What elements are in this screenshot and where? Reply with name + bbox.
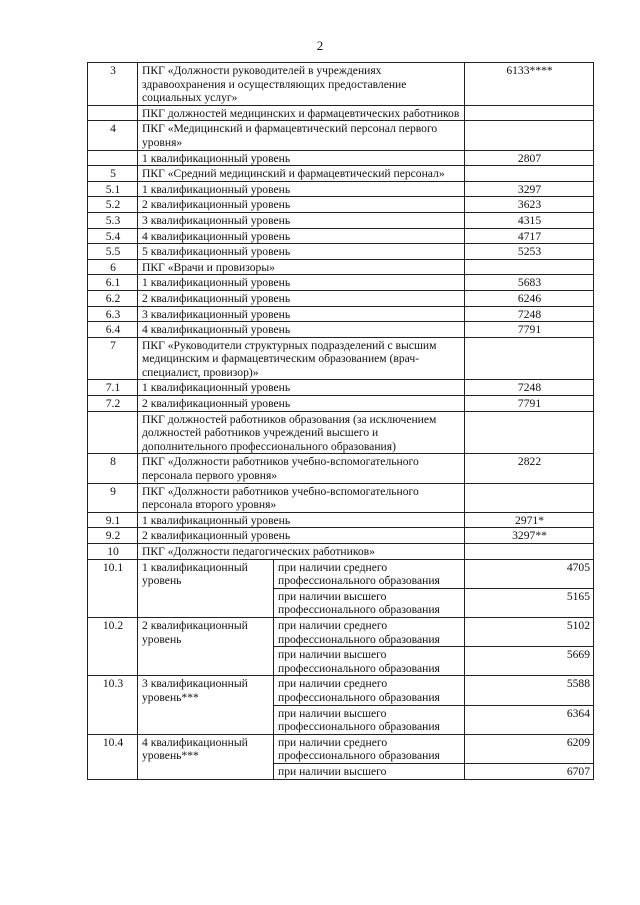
row-salary-value: 6707 [465, 763, 594, 779]
table-row [88, 734, 594, 763]
row-salary-value: 5165 [465, 588, 594, 617]
row-salary-value [465, 259, 594, 275]
row-salary-value: 4717 [465, 228, 594, 244]
table-row [88, 121, 594, 150]
row-salary-value: 7791 [465, 322, 594, 338]
education-condition: при наличии высшего профессионального образования [274, 647, 465, 676]
row-salary-value [465, 411, 594, 454]
row-salary-value [465, 121, 594, 150]
row-salary-value: 7248 [465, 380, 594, 396]
table-row [88, 181, 594, 197]
row-number: 10.4 [88, 734, 138, 779]
row-salary-value: 5683 [465, 275, 594, 291]
row-number: 6 [88, 259, 138, 275]
row-description: 1 квалификационный уровень [138, 275, 465, 291]
table-row [88, 244, 594, 260]
row-description: 3 квалификационный уровень [138, 212, 465, 228]
row-number [88, 411, 138, 454]
row-salary-value: 7791 [465, 396, 594, 412]
table-row [88, 290, 594, 306]
row-salary-value: 6364 [465, 705, 594, 734]
page-number: 2 [316, 38, 324, 53]
education-condition: при наличии среднего профессионального образования [274, 617, 465, 646]
table-row [88, 322, 594, 338]
row-description: ПКГ «Должности руководителей в учреждениях здравоохранения и осуществляющих предоставление социальных услуг» [138, 63, 465, 106]
row-number [88, 105, 138, 121]
row-salary-value: 6133**** [465, 63, 594, 106]
table-row [88, 544, 594, 560]
row-description: ПКГ «Должности педагогических работников» [138, 544, 465, 560]
row-description: ПКГ «Руководители структурных подразделений с высшим медицинским и фармацевтическим образованием (врач-специалист, провизор)» [138, 337, 465, 380]
qualification-level: 2 квалификационный уровень [138, 617, 274, 675]
row-salary-value: 3297** [465, 528, 594, 544]
row-number: 6.3 [88, 306, 138, 322]
row-number: 10 [88, 544, 138, 560]
row-description: 2 квалификационный уровень [138, 396, 465, 412]
row-salary-value: 4315 [465, 212, 594, 228]
table-row [88, 228, 594, 244]
table-row [88, 212, 594, 228]
row-salary-value: 4705 [465, 559, 594, 588]
row-description: 2 квалификационный уровень [138, 528, 465, 544]
table-row [88, 259, 594, 275]
row-number: 7.2 [88, 396, 138, 412]
row-salary-value [465, 105, 594, 121]
row-description: ПКГ «Должности работников учебно-вспомогательного персонала первого уровня» [138, 454, 465, 483]
row-salary-value: 5253 [465, 244, 594, 260]
row-salary-value [465, 483, 594, 512]
row-description: ПКГ «Средний медицинский и фармацевтический персонал» [138, 166, 465, 182]
table-row [88, 166, 594, 182]
row-number: 5.4 [88, 228, 138, 244]
education-condition: при наличии высшего профессионального образования [274, 705, 465, 734]
row-salary-value: 2822 [465, 454, 594, 483]
row-salary-value [465, 166, 594, 182]
table-row [88, 411, 594, 454]
row-number: 10.1 [88, 559, 138, 617]
table-row [88, 617, 594, 646]
table-row [88, 454, 594, 483]
row-description: 2 квалификационный уровень [138, 197, 465, 213]
row-description: ПКГ должностей работников образования (за исключением должностей работников учреждений высшего и дополнительного профессионального образования) [138, 411, 465, 454]
row-number: 5 [88, 166, 138, 182]
education-condition: при наличии высшего [274, 763, 465, 779]
table-row [88, 512, 594, 528]
row-description: 1 квалификационный уровень [138, 380, 465, 396]
row-salary-value: 2971* [465, 512, 594, 528]
table-row [88, 559, 594, 588]
row-description: ПКГ «Должности работников учебно-вспомогательного персонала второго уровня» [138, 483, 465, 512]
row-description: ПКГ должностей медицинских и фармацевтических работников [138, 105, 465, 121]
row-number: 6.2 [88, 290, 138, 306]
row-number: 6.1 [88, 275, 138, 291]
row-number: 10.2 [88, 617, 138, 675]
table-row [88, 150, 594, 166]
qualification-level: 1 квалификационный уровень [138, 559, 274, 617]
row-number: 9 [88, 483, 138, 512]
education-condition: при наличии высшего профессионального образования [274, 588, 465, 617]
qualification-level: 4 квалификационный уровень*** [138, 734, 274, 779]
row-description: 3 квалификационный уровень [138, 306, 465, 322]
table-row [88, 63, 594, 106]
table-row [88, 105, 594, 121]
row-salary-value: 7248 [465, 306, 594, 322]
row-number: 9.2 [88, 528, 138, 544]
table-row [88, 528, 594, 544]
row-number: 5.1 [88, 181, 138, 197]
row-number [88, 150, 138, 166]
row-description: 1 квалификационный уровень [138, 181, 465, 197]
table-row [88, 380, 594, 396]
salary-table-body [88, 63, 594, 780]
salary-table [87, 62, 594, 780]
row-number: 8 [88, 454, 138, 483]
row-number: 5.2 [88, 197, 138, 213]
row-description: 4 квалификационный уровень [138, 322, 465, 338]
row-number: 7 [88, 337, 138, 380]
row-salary-value: 3623 [465, 197, 594, 213]
row-salary-value [465, 544, 594, 560]
table-row [88, 275, 594, 291]
row-salary-value: 5588 [465, 676, 594, 705]
qualification-level: 3 квалификационный уровень*** [138, 676, 274, 734]
table-row [88, 197, 594, 213]
row-description: 5 квалификационный уровень [138, 244, 465, 260]
row-number: 7.1 [88, 380, 138, 396]
education-condition: при наличии среднего профессионального образования [274, 734, 465, 763]
row-number: 4 [88, 121, 138, 150]
table-row [88, 396, 594, 412]
table-row [88, 676, 594, 705]
education-condition: при наличии среднего профессионального образования [274, 559, 465, 588]
row-salary-value: 2807 [465, 150, 594, 166]
row-description: 1 квалификационный уровень [138, 512, 465, 528]
row-number: 9.1 [88, 512, 138, 528]
row-description: ПКГ «Медицинский и фармацевтический персонал первого уровня» [138, 121, 465, 150]
row-description: 2 квалификационный уровень [138, 290, 465, 306]
table-row [88, 337, 594, 380]
row-salary-value [465, 337, 594, 380]
table-row [88, 483, 594, 512]
row-number: 5.5 [88, 244, 138, 260]
row-number: 5.3 [88, 212, 138, 228]
row-number: 6.4 [88, 322, 138, 338]
row-salary-value: 5669 [465, 647, 594, 676]
row-salary-value: 5102 [465, 617, 594, 646]
education-condition: при наличии среднего профессионального образования [274, 676, 465, 705]
row-salary-value: 6246 [465, 290, 594, 306]
row-description: 4 квалификационный уровень [138, 228, 465, 244]
row-number: 3 [88, 63, 138, 106]
row-description: ПКГ «Врачи и провизоры» [138, 259, 465, 275]
row-salary-value: 3297 [465, 181, 594, 197]
row-number: 10.3 [88, 676, 138, 734]
row-salary-value: 6209 [465, 734, 594, 763]
table-row [88, 306, 594, 322]
row-description: 1 квалификационный уровень [138, 150, 465, 166]
